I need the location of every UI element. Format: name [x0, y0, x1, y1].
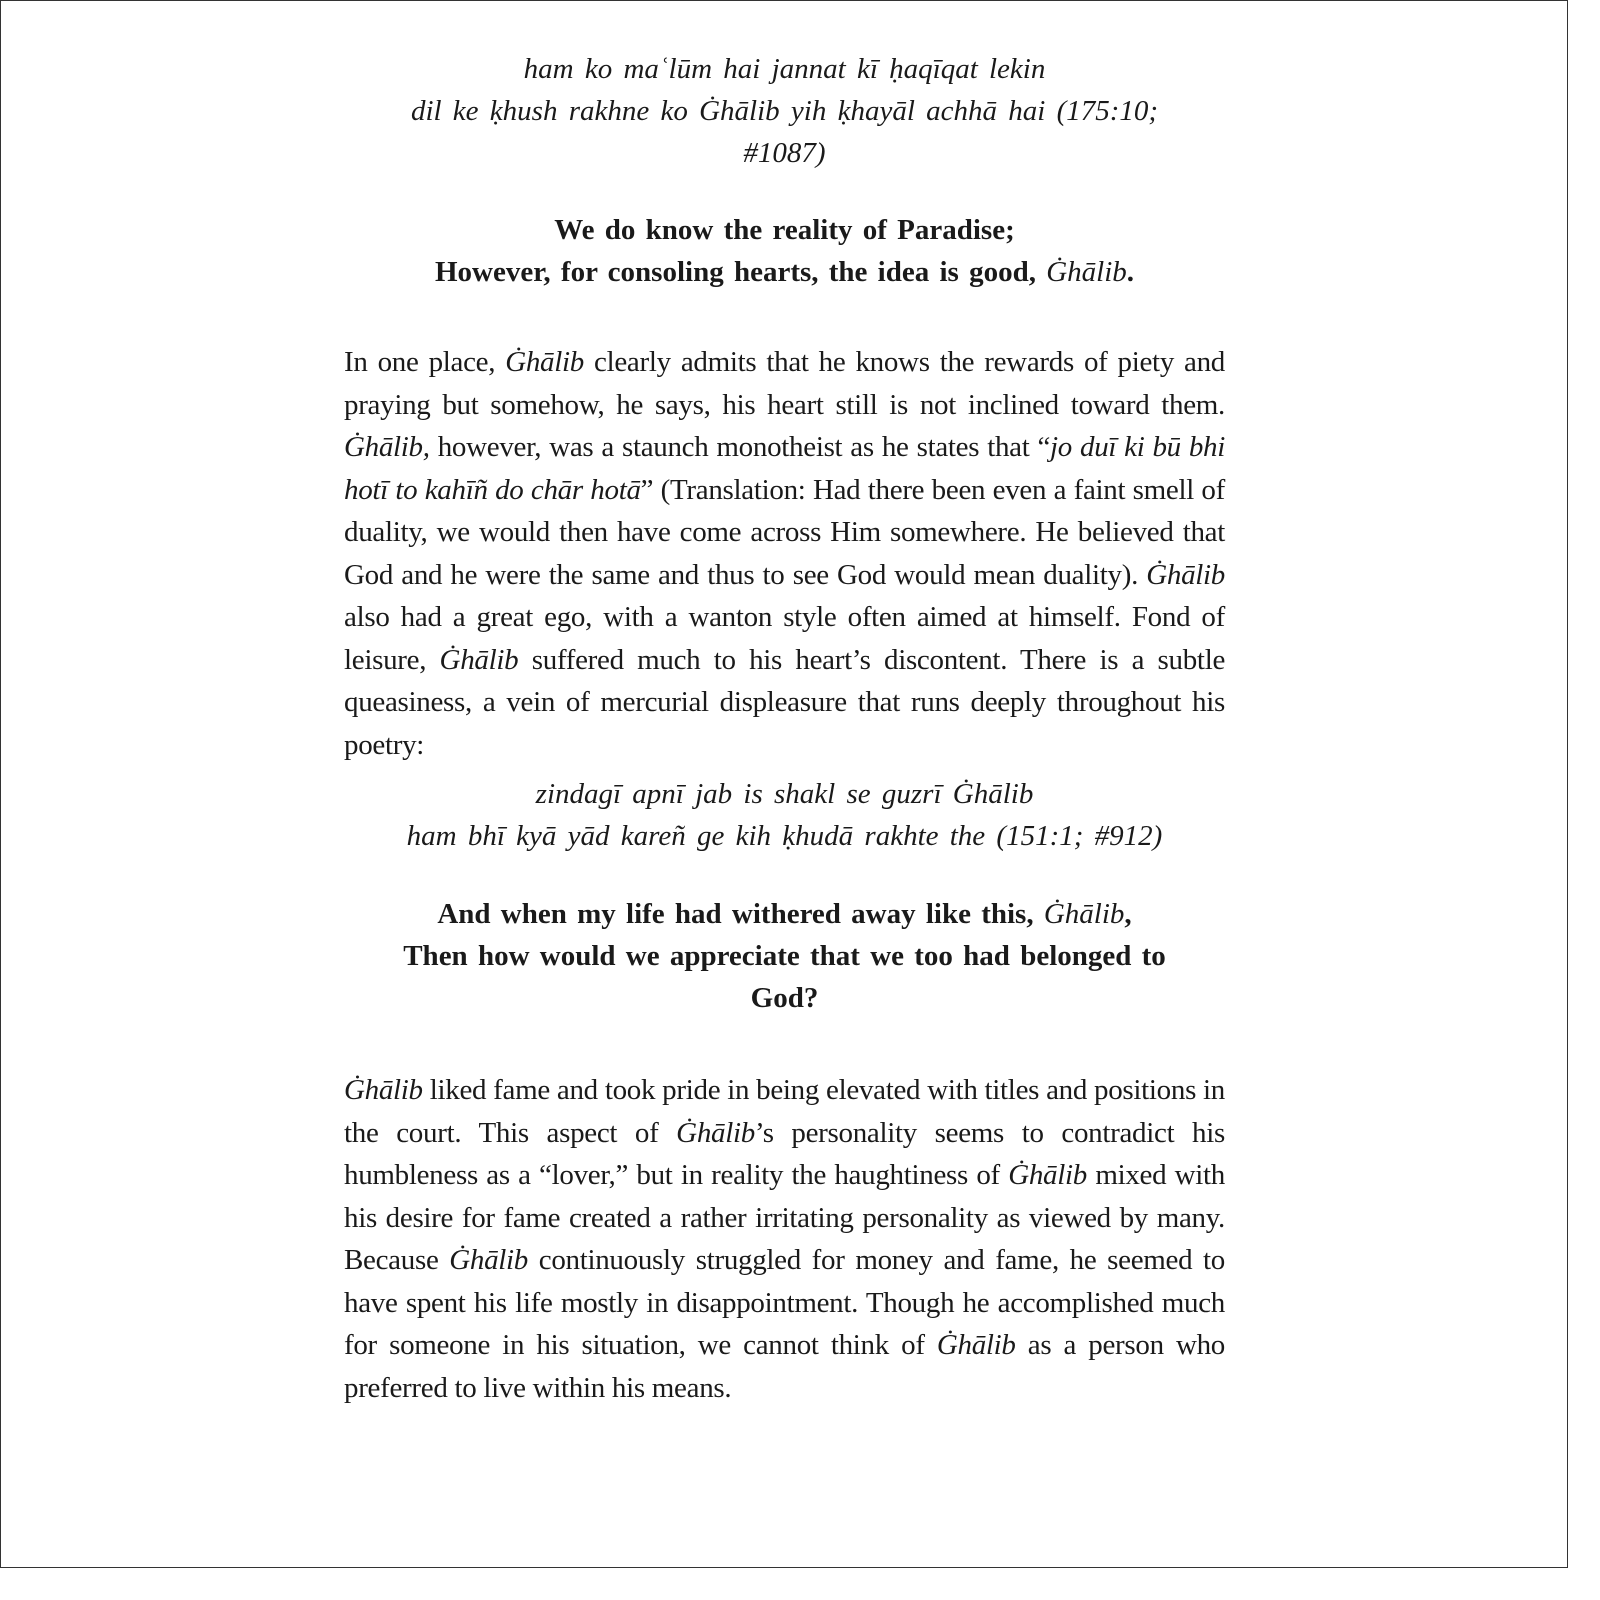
poet-name: Ġhālib [936, 1329, 1016, 1361]
poet-name: Ġhālib [1046, 256, 1127, 288]
paragraph-1 [344, 341, 1225, 766]
translation-2-line-2: Then how would we appreciate that we too had belonged to [403, 940, 1166, 972]
translation-1-line-2-end: . [1126, 256, 1135, 288]
verse-1-line-1: ham ko maʿlūm hai jannat kī ḥaqīqat lekin [523, 53, 1046, 85]
translation-1-line-1: We do know the reality of Paradise; [554, 214, 1015, 246]
translation-2-line-1-main: And when my life had withered away like this, [437, 898, 1034, 930]
paragraph-2-text: mixed with his desire for fame created a rather irritating personality as viewed by many. Because [344, 1159, 1226, 1276]
paragraph-2 [344, 1069, 1225, 1409]
poet-name: Ġhālib [439, 643, 519, 676]
paragraph-2-text: continuously struggled for money and fame, he seemed to have spent his life mostly in disappointment. Though he accomplished much for someone in his situation, we cannot think of [344, 1244, 1225, 1361]
paragraph-2-text: liked fame and took pride in being elevated with titles and positions in the court. This aspect of [344, 1074, 1225, 1149]
quoted-urdu-phrase: jo duī ki bū bhi hotī to kahīñ do chār hotā [344, 431, 1225, 506]
poet-name: Ġhālib [1146, 558, 1225, 591]
poet-name: Ġhālib, [344, 431, 430, 463]
urdu-verse-2 [344, 773, 1225, 857]
paragraph-1-text: suffered much to his heart’s discontent. There is a subtle queasiness, a vein of mercurial displeasure that runs deeply throughout his poetry: [344, 643, 1226, 761]
translation-2-line-3: God? [750, 982, 819, 1014]
paragraph-2-text: as a person who preferred to live within his means. [344, 1329, 1225, 1404]
translation-1-line-2-main: However, for consoling hearts, the idea is good, [434, 256, 1036, 288]
verse-1-line-3: #1087) [743, 137, 826, 169]
poet-name: Ġhālib [505, 346, 584, 378]
poet-name: Ġhālib [344, 1074, 423, 1106]
poet-name: Ġhālib [676, 1116, 755, 1149]
english-translation-1 [344, 209, 1225, 293]
verse-1-line-2: dil ke ḳhush rakhne ko Ġhālib yih ḳhayāl achhā hai (175:10; [410, 95, 1159, 127]
paragraph-1-text: ” (Translation: Had there been even a faint smell of duality, we would then have come across Him somewhere. He believed that God and he were the same and thus to see God would mean duality). [344, 473, 1225, 591]
poet-name: Ġhālib [449, 1244, 529, 1276]
paragraph-1-text: clearly admits that he knows the rewards of piety and praying but somehow, he says, his heart still is not inclined toward them. [344, 346, 1226, 421]
paragraph-1-text: also had a great ego, with a wanton style often aimed at himself. Fond of leisure, [344, 601, 1225, 676]
poet-name: Ġhālib [1043, 898, 1125, 930]
urdu-verse-1 [344, 48, 1225, 174]
translation-1-line-2 [344, 251, 1225, 293]
paragraph-2-text: ’s personality seems to contradict his humbleness as a “lover,” but in reality the haughtiness of [344, 1116, 1225, 1191]
verse-2-line-2: ham bhī kyā yād kareñ ge kih ḳhudā rakhte the (151:1; #912) [406, 820, 1163, 852]
poet-name: Ġhālib [1008, 1159, 1087, 1191]
translation-2-line-1-end: , [1124, 898, 1132, 930]
paragraph-1-text: In one place, [344, 346, 496, 378]
english-translation-2 [344, 893, 1225, 1019]
paragraph-1-text: however, was a staunch monotheist as he states that “ [437, 431, 1051, 463]
translation-2-line-1 [344, 893, 1225, 935]
verse-2-line-1: zindagī apnī jab is shakl se guzrī Ġhālib [535, 778, 1034, 810]
